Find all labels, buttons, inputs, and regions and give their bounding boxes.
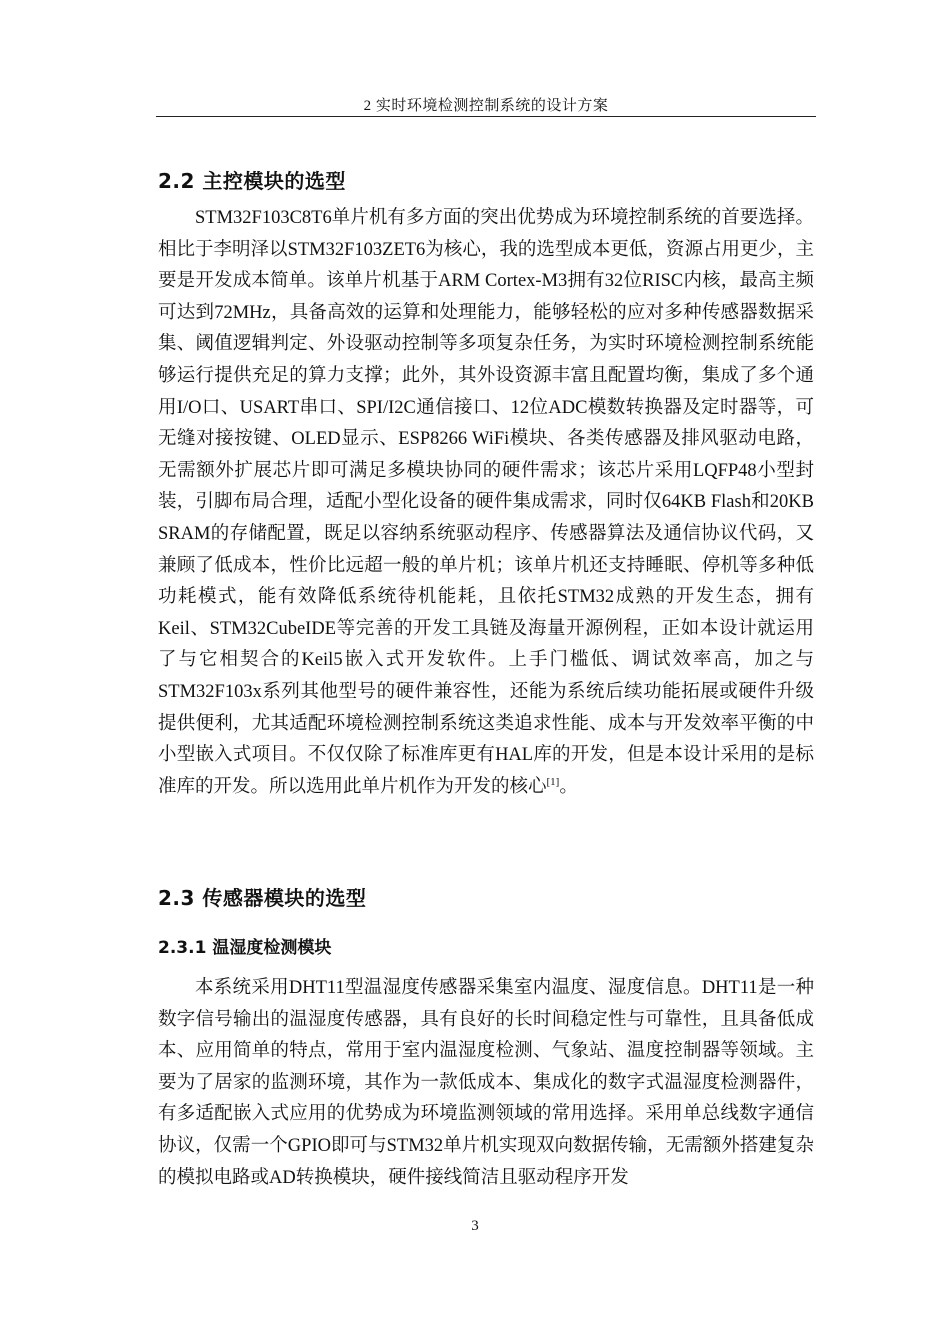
paragraph-main-control-text: STM32F103C8T6单片机有多方面的突出优势成为环境控制系统的首要选择。相比于李明泽以STM32F103ZET6为核心，我的选型成本更低，资源占用更少，主要是开发成本简单。该单片机基于ARM Cortex-M3拥有32位RISC内核，最高主频可达到72MHz，具备高效的运算和处理能力，能够轻松的应对多种传感器数据采集、阈值逻辑判定、外设驱动控制等多项复杂任务，为实时环境检测控制系统能够运行提供充足的算力支撑；此外，其外设资源丰富且配置均衡，集成了多个通用I/O口、USART串口、SPI/I2C通信接口、12位ADC模数转换器及定时器等，可无缝对接按键、OLED显示、ESP8266 WiFi模块、各类传感器及排风驱动电路，无需额外扩展芯片即可满足多模块协同的硬件需求；该芯片采用LQFP48小型封装，引脚布局合理，适配小型化设备的硬件集成需求，同时仅64KB Flash和20KB SRAM的存储配置，既足以容纳系统驱动程序、传感器算法及通信协议代码，又兼顾了低成本，性价比远超一般的单片机；该单片机还支持睡眠、停机等多种低功耗模式，能有效降低系统待机能耗，且依托STM32成熟的开发生态，拥有Keil、STM32CubeIDE等完善的开发工具链及海量开源例程，正如本设计就运用了与它相契合的Keil5嵌入式开发软件。上手门槛低、调试效率高，加之与STM32F103x系列其他型号的硬件兼容性，还能为系统后续功能拓展或硬件升级提供便利，尤其适配环境检测控制系统这类追求性能、成本与开发效率平衡的中小型嵌入式项目。不仅仅除了标准库更有HAL库的开发，但是本设计采用的是标准库的开发。所以选用此单片机作为开发的核心 [158,208,814,797]
paragraph-temp-humidity: 本系统采用DHT11型温湿度传感器采集室内温度、湿度信息。DHT11是一种数字信号输出的温湿度传感器，具有良好的长时间稳定性与可靠性，且具备低成本、应用简单的特点，常用于室内温湿度检测、气象站、温度控制器等领域。主要为了居家的监测环境，其作为一款低成本、集成化的数字式温湿度检测器件，有多适配嵌入式应用的优势成为环境监测领域的常用选择。采用单总线数字通信协议，仅需一个GPIO即可与STM32单片机实现双向数据传输，无需额外搭建复杂的模拟电路或AD转换模块，硬件接线简洁且驱动程序开发 [158,978,814,1188]
paragraph-main-control [158,203,814,803]
paragraph-main-control-tail: 。 [559,776,578,797]
subsection-heading-2-3-1: 2.3.1 温湿度检测模块 [158,938,332,958]
page-number: 3 [471,1218,479,1234]
section-heading-2-3: 2.3 传感器模块的选型 [158,886,367,910]
citation-ref: [1] [546,775,560,788]
running-header: 2 实时环境检测控制系统的设计方案 [363,98,609,114]
header-rule [156,116,816,117]
section-heading-2-2: 2.2 主控模块的选型 [158,169,346,193]
